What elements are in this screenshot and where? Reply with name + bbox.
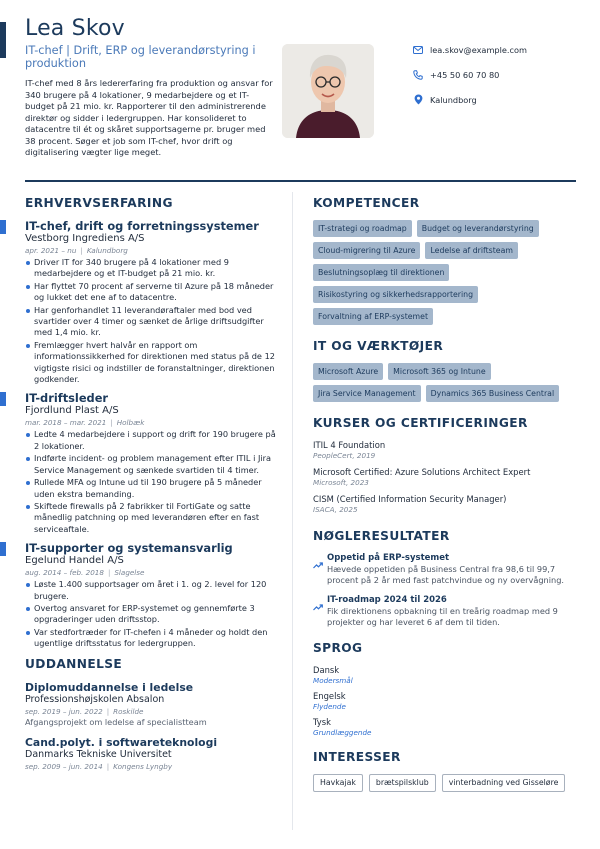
job-bullet: Har flyttet 70 procent af serverne til Azure på 18 måneder og lukket det ene af to datacentre.	[25, 281, 280, 304]
certification-name: ITIL 4 Foundation	[313, 440, 386, 450]
header-divider	[25, 180, 576, 182]
job-title: IT-driftsleder	[25, 391, 109, 406]
skill-tag: Ledelse af driftsteam	[425, 242, 518, 259]
education-dates: sep. 2009 – jun. 2014	[25, 761, 103, 771]
skill-tag: Risikostyring og sikkerhedsrapportering	[313, 286, 478, 303]
certifications-list	[313, 440, 578, 515]
achievement-description: Hævede oppetiden på Business Central fra 98,6 til 99,7 procent på 2 år med fast patchvindue og ny overvågning.	[327, 564, 565, 586]
meta-separator: |	[110, 418, 113, 428]
job-bullet: Har genforhandlet 11 leverandøraftaler med bod ved svartider over 4 timer og sænket de årlige driftsudgifter med 1,4 mio. kr.	[25, 305, 280, 339]
language-name: Dansk	[313, 664, 340, 675]
certifications-section-title: KURSER OG CERTIFICERINGER	[313, 416, 528, 430]
job-company: Fjordlund Plast A/S	[25, 405, 119, 417]
interests-list	[313, 774, 578, 792]
job-meta	[25, 245, 280, 256]
education-school: Danmarks Tekniske Universitet	[25, 748, 172, 760]
right-column	[313, 196, 578, 792]
candidate-name: Lea Skov	[25, 16, 125, 41]
achievements-section-title: NØGLERESULTATER	[313, 529, 450, 543]
profile-photo	[282, 44, 374, 138]
contact-location	[412, 94, 477, 105]
education-degree: Cand.polyt. i softwareteknologi	[25, 735, 218, 749]
column-divider	[292, 192, 293, 830]
job-dates: aug. 2014 – feb. 2018	[25, 568, 104, 578]
job-bullets	[25, 579, 280, 649]
education-degree: Diplomuddannelse i ledelse	[25, 680, 194, 694]
header-accent-bar	[0, 22, 6, 58]
achievement-entry	[313, 553, 578, 587]
skill-tag: Beslutningsoplæg til direktionen	[313, 264, 449, 281]
education-location: Kongens Lyngby	[113, 761, 173, 771]
job-entry	[25, 542, 280, 649]
job-marker	[0, 220, 6, 234]
mail-icon	[412, 46, 424, 54]
meta-separator: |	[106, 761, 110, 771]
meta-separator: |	[107, 568, 111, 578]
education-note: Afgangsprojekt om ledelse af specialistteam	[25, 716, 207, 727]
meta-separator: |	[80, 246, 83, 255]
job-meta	[25, 567, 280, 578]
language-name: Tysk	[313, 716, 331, 727]
contact-phone-text: +45 50 60 70 80	[430, 70, 500, 80]
job-bullet: Driver IT for 340 brugere på 4 lokationer med 9 medarbejdere og et IT-budget på 21 mio. kr.	[25, 257, 280, 280]
job-entry	[25, 220, 280, 385]
job-bullet: Rullede MFA og Intune ud til 190 brugere på 5 måneder uden ekstra bemanding.	[25, 477, 280, 500]
skill-tag: Forvaltning af ERP-systemet	[313, 308, 433, 325]
job-bullet: Ledte 4 medarbejdere i support og drift for 190 brugere på 2 lokationer.	[25, 429, 280, 452]
job-title: IT-supporter og systemansvarlig	[25, 541, 233, 556]
certification-entry	[313, 494, 578, 515]
skill-tag: IT-strategi og roadmap	[313, 220, 412, 237]
interests-section-title: INTERESSER	[313, 749, 401, 764]
education-dates: sep. 2019 – jun. 2022	[25, 706, 103, 716]
certification-meta: ISACA, 2025	[313, 505, 358, 514]
job-dates: mar. 2018 – mar. 2021	[25, 418, 107, 428]
interest-tag: brætspilsklub	[369, 774, 436, 792]
language-level: Flydende	[313, 701, 346, 711]
job-company: Egelund Handel A/S	[25, 555, 124, 567]
certification-name: CISM (Certified Information Security Manager)	[313, 494, 507, 504]
job-entry	[25, 392, 280, 535]
job-bullet: Fremlægger hvert halvår en rapport om informationssikkerhed for direktionen med status på de 12 vigtigste risici og indstiller de foranstaltninger, direktionen godkender.	[25, 340, 280, 386]
languages-list	[313, 665, 578, 738]
job-bullets	[25, 429, 280, 535]
job-bullet: Løste 1.400 supportsager om året i 1. og 2. level for 120 brugere.	[25, 579, 280, 602]
job-location: Kalundborg	[86, 246, 128, 255]
skills-tags	[313, 220, 578, 325]
map-pin-icon	[412, 94, 424, 105]
education-location: Roskilde	[113, 706, 144, 716]
certification-entry	[313, 440, 578, 461]
tool-tag: Dynamics 365 Business Central	[426, 385, 560, 402]
job-location: Holbæk	[116, 418, 145, 428]
certification-entry	[313, 467, 578, 488]
job-company: Vestborg Ingrediens A/S	[25, 233, 145, 244]
education-meta	[25, 761, 280, 772]
education-entry	[25, 736, 280, 772]
tool-tag: Microsoft 365 og Intune	[388, 363, 491, 380]
language-level: Modersmål	[313, 675, 353, 685]
education-entry	[25, 681, 280, 728]
job-title: IT-chef, drift og forretningssystemer	[25, 219, 259, 233]
job-bullets	[25, 257, 280, 385]
language-entry	[313, 717, 578, 738]
job-bullet: Indførte incident- og problem management efter ITIL i Jira Service Management og sænkede svartiden til 4 timer.	[25, 453, 280, 476]
education-section-title: UDDANNELSE	[25, 656, 123, 671]
language-name: Engelsk	[313, 690, 346, 701]
job-bullet: Var stedfortræder for IT-chefen i 4 måneder og holdt den ugentlige driftsstatus for ledergruppen.	[25, 627, 280, 650]
skill-tag: Cloud-migrering til Azure	[313, 242, 420, 259]
job-marker	[0, 392, 6, 406]
candidate-headline: IT-chef | Drift, ERP og leverandørstyring i produktion	[25, 44, 256, 70]
languages-section-title: SPROG	[313, 640, 363, 655]
experience-section-title: ERHVERVSERFARING	[25, 196, 173, 210]
certification-meta: PeopleCert, 2019	[313, 451, 376, 460]
achievement-title: Oppetid på ERP-systemet	[327, 553, 450, 563]
contact-phone[interactable]	[412, 70, 499, 80]
language-entry	[313, 691, 578, 712]
job-dates: apr. 2021 – nu	[25, 246, 77, 255]
tool-tag: Microsoft Azure	[313, 363, 383, 380]
trend-up-icon	[313, 554, 323, 573]
certification-name: Microsoft Certified: Azure Solutions Architect Expert	[313, 467, 531, 477]
tools-section-title: IT OG VÆRKTØJER	[313, 339, 444, 353]
language-level: Grundlæggende	[313, 727, 372, 737]
achievement-description: Fik direktionens opbakning til en treårig roadmap med 9 projekter og har leveret 6 af dem til tiden.	[327, 605, 558, 628]
achievement-entry	[313, 595, 578, 629]
certification-meta: Microsoft, 2023	[313, 478, 369, 487]
job-location: Slagelse	[114, 568, 145, 578]
phone-icon	[412, 70, 424, 80]
interest-tag: vinterbadning ved Gisseløre	[442, 774, 566, 792]
job-bullet: Skiftede firewalls på 2 fabrikker til FortiGate og satte månedlig patchning op med leverandøren efter en fast serviceaftale.	[25, 501, 280, 535]
meta-separator: |	[106, 706, 110, 716]
tool-tag: Jira Service Management	[313, 385, 421, 402]
job-meta	[25, 417, 280, 428]
language-entry	[313, 665, 578, 686]
profile-summary: IT-chef med 8 års ledererfaring fra produktion og ansvar for 340 brugere på 4 lokationer, 9 medarbejdere og et IT-budget på 21 mio. kr. Rapporterer til den administrerende direktør og sidder i ledergruppen. Har konsolideret to datacentre til ét og skåret supportsagerne pr. bruger med 38 procent. Søger et job som IT-chef, hvor drift og digitalisering vægter lige meget.	[25, 78, 273, 157]
job-bullet: Overtog ansvaret for ERP-systemet og gennemførte 3 opgraderinger uden driftsstop.	[25, 603, 280, 626]
contact-location-text: Kalundborg	[430, 94, 477, 105]
contact-email[interactable]	[412, 45, 527, 55]
achievement-title: IT-roadmap 2024 til 2026	[327, 594, 447, 605]
education-meta	[25, 706, 280, 717]
interest-tag: Havkajak	[313, 774, 363, 792]
skill-tag: Budget og leverandørstyring	[417, 220, 539, 237]
contact-email-text: lea.skov@example.com	[430, 45, 528, 55]
left-column	[25, 196, 280, 780]
trend-up-icon	[313, 596, 323, 615]
job-marker	[0, 542, 6, 556]
education-section	[25, 657, 280, 772]
skills-section-title: KOMPETENCER	[313, 196, 420, 210]
education-school: Professionshøjskolen Absalon	[25, 693, 165, 705]
achievements-list	[313, 553, 578, 629]
tools-tags	[313, 363, 578, 402]
